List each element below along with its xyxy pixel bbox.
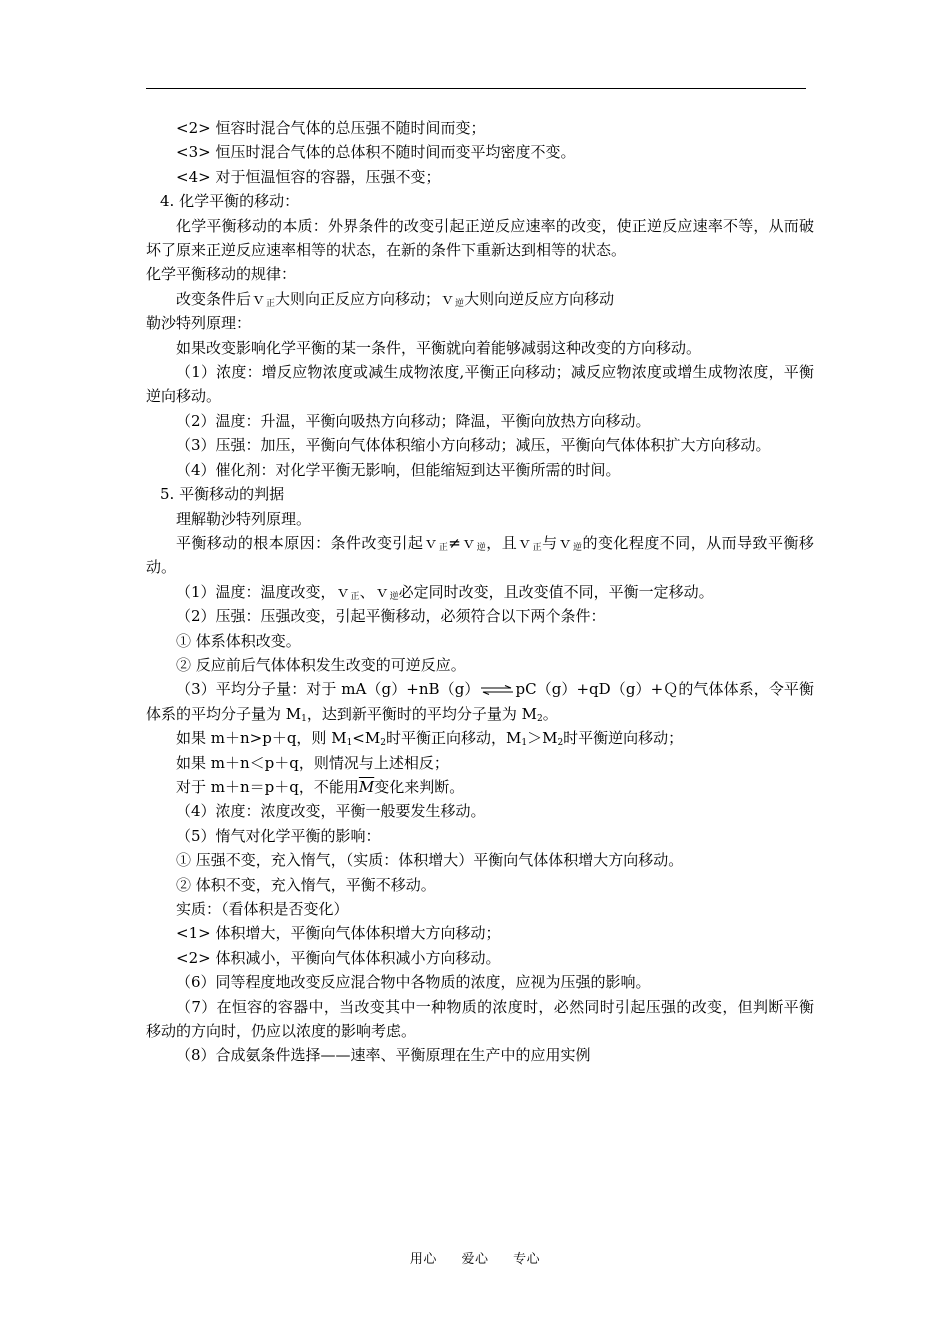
- text-line: 如果 m＋n＜p＋q，则情况与上述相反；: [176, 753, 449, 772]
- text-line: ② 体积不变，充入惰气，平衡不移动。: [176, 875, 436, 894]
- footer-text: 爱心: [461, 1252, 489, 1267]
- section-heading: 5. 平衡移动的判据: [160, 485, 285, 504]
- subheading: 勒沙特列原理：: [146, 314, 252, 333]
- footer-text: 专心: [513, 1252, 541, 1267]
- text-line: ② 反应前后气体体积发生改变的可逆反应。: [176, 655, 466, 674]
- text-line: （4）浓度：浓度改变，平衡一般要发生移动。: [176, 802, 486, 821]
- text-line: 如果 m＋n>p＋q，则 $M_1<M_2$时平衡正向移动，$M_1>M_2$时平衡逆向移动；: [176, 729, 684, 749]
- section-heading: 4. 化学平衡的移动：: [160, 192, 300, 211]
- text-line: （8）合成氨条件选择——速率、平衡原理在生产中的应用实例: [176, 1046, 591, 1065]
- text-line: （3）压强：加压，平衡向气体体积缩小方向移动；减压，平衡向气体体积扩大方向移动。: [176, 436, 771, 455]
- text-line: ① 体系体积改变。: [176, 631, 301, 650]
- text-line: 实质：（看体积是否变化）: [176, 900, 349, 918]
- text-line: <2> 体积减小，平衡向气体体积减小方向移动。: [176, 948, 501, 967]
- paragraph: （1）浓度：增反应物浓度或减生成物浓度,平衡正向移动；减反应物浓度或增生成物浓度，平衡逆向移动。: [146, 363, 814, 406]
- text-line: <3> 恒压时混合气体的总体积不随时间而变平均密度不变。: [176, 143, 576, 162]
- equilibrium-arrow-icon: [480, 685, 514, 695]
- mean-molar-mass-symbol: M: [358, 777, 375, 796]
- text-line: <2> 恒容时混合气体的总压强不随时间而变；: [176, 119, 486, 137]
- paragraph: 化学平衡移动的本质：外界条件的改变引起正逆反应速率的改变，使正逆反应速率不等，从而破坏了原来正逆反应速率相等的状态，在新的条件下重新达到相等的状态。: [146, 216, 814, 260]
- text-line: <4> 对于恒温恒容的容器，压强不变；: [176, 167, 441, 186]
- page-footer: [0, 1248, 950, 1267]
- text-line: 如果改变影响化学平衡的某一条件，平衡就向着能够减弱这种改变的方向移动。: [176, 338, 702, 357]
- text-line: （5）惰气对化学平衡的影响：: [176, 826, 381, 845]
- paragraph: （3）平均分子量：对于 mA（g）+nB（g） pC（g）+qD（g）+Ｑ的气体体系，令平衡体系的平均分子量为 $M_1$，达到新平衡时的平均分子量为 $M_2$。: [146, 680, 814, 724]
- text-line: （2）温度：升温，平衡向吸热方向移动；降温，平衡向放热方向移动。: [176, 411, 651, 430]
- paragraph: 平衡移动的根本原因：条件改变引起ｖ$_正$≠ｖ$_逆$，且ｖ$_正$与ｖ$_逆$的变化程度不同，从而导致平衡移动。: [146, 533, 814, 577]
- text-line: （2）压强：压强改变，引起平衡移动，必须符合以下两个条件：: [176, 607, 606, 626]
- footer-text: 用心: [409, 1252, 437, 1267]
- text-line: 对于 m＋n＝p＋q，不能用M变化来判断。: [176, 777, 465, 796]
- document-body: [146, 116, 814, 1068]
- text-line: （1）温度：温度改变，ｖ$_正$、ｖ$_逆$必定同时改变，且改变值不同，平衡一定移动。: [176, 582, 714, 602]
- text-line: （6）同等程度地改变反应混合物中各物质的浓度，应视为压强的影响。: [176, 973, 651, 992]
- paragraph: （7）在恒容的容器中，当改变其中一种物质的浓度时，必然同时引起压强的改变，但判断平衡移动的方向时，仍应以浓度的影响考虑。: [146, 997, 814, 1041]
- text-line: 改变条件后ｖ$_正$大则向正反应方向移动；ｖ$_逆$大则向逆反应方向移动: [176, 289, 615, 309]
- subheading: 化学平衡移动的规律：: [146, 265, 297, 284]
- text-line: ① 压强不变，充入惰气，（实质：体积增大）平衡向气体体积增大方向移动。: [176, 851, 684, 870]
- text-line: <1> 体积增大，平衡向气体体积增大方向移动；: [176, 924, 501, 943]
- text-line: （4）催化剂：对化学平衡无影响，但能缩短到达平衡所需的时间。: [176, 460, 621, 479]
- header-rule: [146, 88, 806, 89]
- text-line: 理解勒沙特列原理。: [176, 509, 312, 528]
